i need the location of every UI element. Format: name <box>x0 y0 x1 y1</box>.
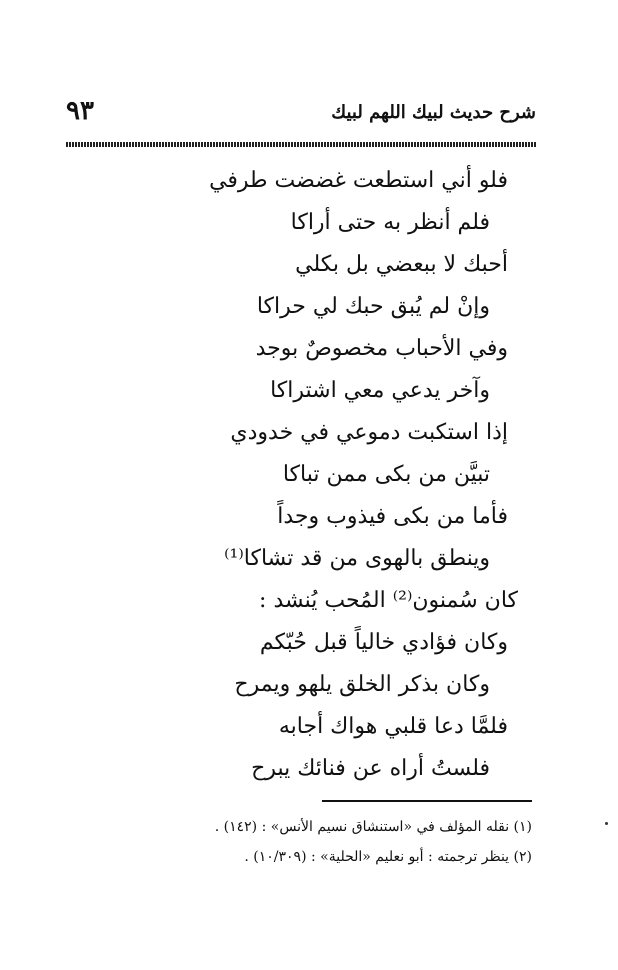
poem-line: فلستُ أراه عن فنائك يبرح <box>251 756 490 781</box>
page-header <box>66 96 536 136</box>
footnote-1: (١) نقله المؤلف في «استنشاق نسيم الأنس» : (١٤٢) . <box>214 819 532 835</box>
page-number: ٩٣ <box>66 96 94 126</box>
poem-body <box>100 160 518 790</box>
poem-line: فلمَّا دعا قلبي هواك أجابه <box>278 714 508 739</box>
poem-line: فأما من بكى فيذوب وجداً <box>277 504 508 529</box>
scan-speck <box>605 822 608 825</box>
poem-line: وكان بذكر الخلق يلهو ويمرح <box>234 672 490 697</box>
poem-line: تبيَّن من بكى ممن تباكا <box>282 462 490 487</box>
prose-line: كان سُمنون⁽²⁾ المُحب يُنشد : <box>259 588 518 613</box>
poem-line: وآخر يدعي معي اشتراكا <box>270 378 490 403</box>
poem-line: فلو أني استطعت غضضت طرفي <box>209 168 508 193</box>
header-divider <box>66 142 536 147</box>
poem-line: أحبك لا ببعضي بل بكلي <box>295 252 508 277</box>
poem-line: إذا استكبت دموعي في خدودي <box>230 420 508 445</box>
poem-line: فلم أنظر به حتى أراكا <box>290 210 490 235</box>
poem-line: وفي الأحباب مخصوصٌ بوجد <box>255 336 508 361</box>
footnotes <box>92 812 532 872</box>
footnote-2: (٢) ينظر ترجمته : أبو نعليم «الحلية» : (١٠/٣٠٩) . <box>244 849 532 865</box>
running-title: شرح حديث لبيك اللهم لبيك <box>331 102 536 123</box>
poem-line: وإنْ لم يُبق حبك لي حراكا <box>256 294 490 319</box>
footnote-divider <box>322 800 532 802</box>
poem-line: وينطق بالهوى من قد تشاكا⁽¹⁾ <box>224 546 490 571</box>
poem-line: وكان فؤادي خالياً قبل حُبّكم <box>259 630 508 655</box>
